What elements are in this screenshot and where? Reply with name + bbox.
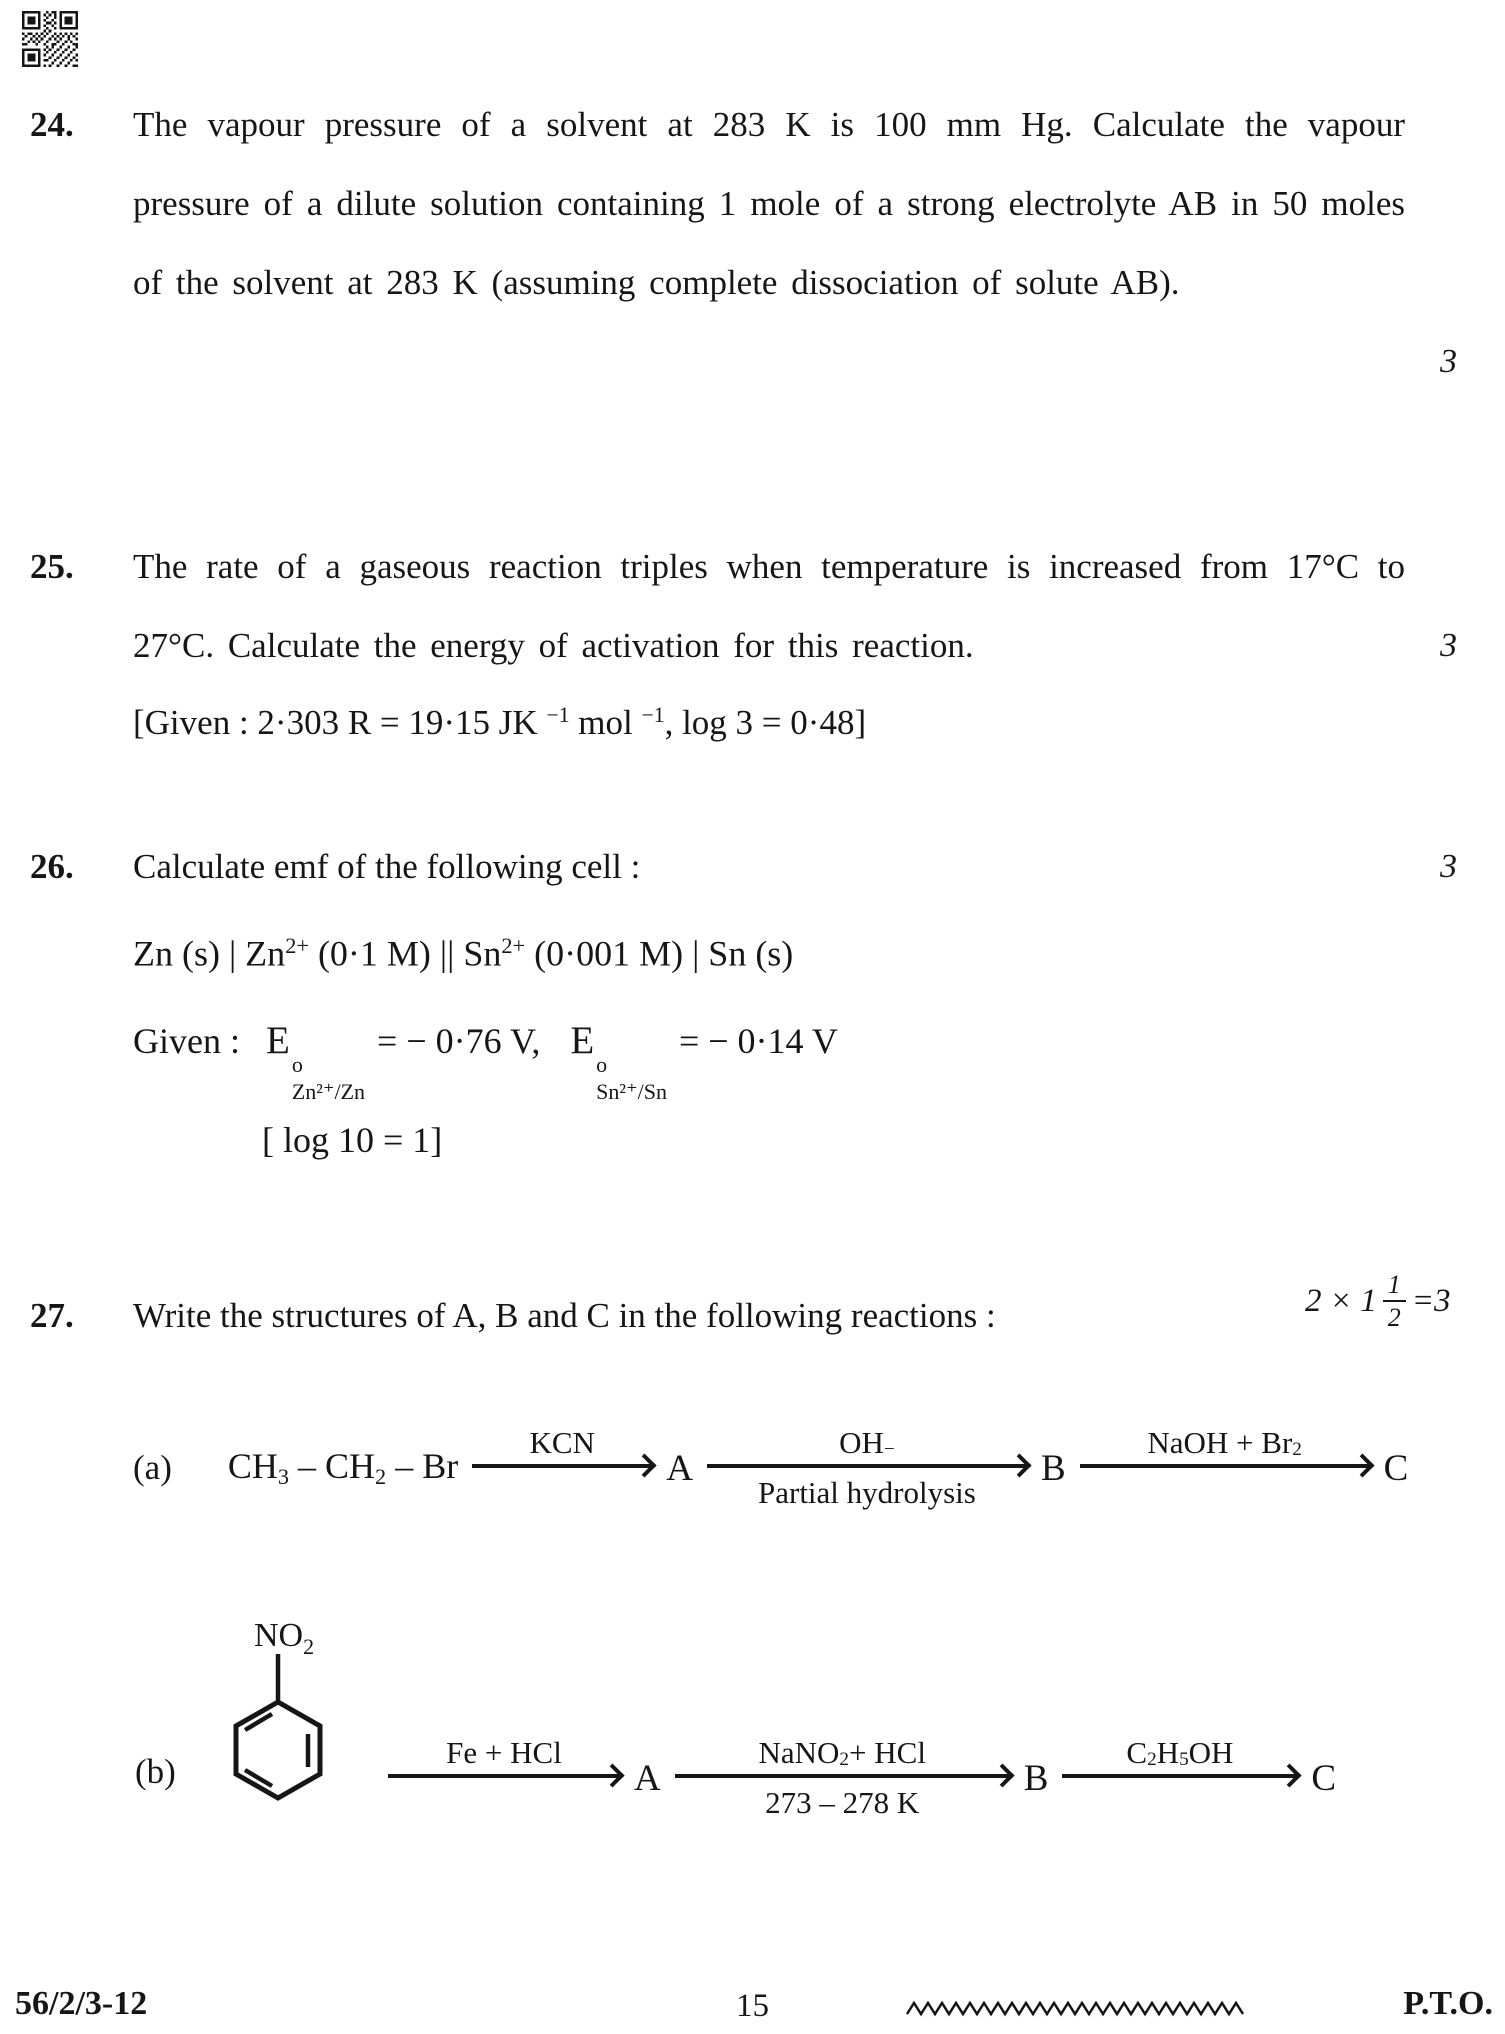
e-zn-value: = − 0·76 V, (377, 1021, 541, 1061)
question-27-marks: 2 × 1 $\frac{1}{2}$ =3 (1305, 1269, 1451, 1332)
arrow-fe-hcl-label: Fe + HCl (446, 1735, 562, 1770)
arrow-naoh-br2-label: NaOH + Br 2 (1147, 1425, 1302, 1460)
paper-code: 56/2/3-12 (15, 1985, 148, 2022)
question-25-number: 25. (30, 547, 74, 586)
arrow-oh-label: OH − (839, 1425, 895, 1460)
question-24-number: 24. (30, 105, 74, 144)
reaction-b-label: (b) (135, 1752, 176, 1791)
question-26-number: 26. (30, 847, 74, 886)
arrow-line (1062, 1774, 1297, 1778)
e-standard-sn: E o Sn²⁺/Sn (570, 1019, 667, 1104)
compound-a-label: A (634, 1757, 661, 1799)
arrow-nano2-hcl-label: NaNO 2 + HCl (758, 1735, 926, 1770)
cell-notation: Zn (s) | $Zn^{2+}$ (0·1 M) || $Sn^{2+}$ (0·001 M) | Sn (s) (133, 933, 794, 974)
q26-given-line (133, 1001, 838, 1103)
qr-code-icon (22, 8, 78, 70)
question-26-marks: 3 (1440, 848, 1457, 885)
arrow-ethanol-label: C 2 H 5 OH (1126, 1735, 1234, 1770)
reactant-ethyl-bromide: CH3 – CH2 – Br (227, 1446, 459, 1490)
arrow-line (388, 1774, 620, 1778)
arrow-ethanol (1062, 1721, 1297, 1835)
question-26-heading: Calculate emf of the following cell : (133, 847, 641, 886)
arrow-line (675, 1774, 1010, 1778)
arrow-hydrolysis-label: Partial hydrolysis (758, 1475, 976, 1510)
compound-c-label: C (1311, 1757, 1337, 1799)
arrow-line (1080, 1464, 1370, 1468)
reaction-a (133, 1414, 1408, 1522)
compound-b-label: B (1040, 1447, 1066, 1489)
arrow-hydrolysis (707, 1411, 1027, 1525)
arrow-line (707, 1464, 1027, 1468)
half-fraction: $\frac{1}{2}$ (1383, 1270, 1406, 1333)
e-standard-zn: E o Zn²⁺/Zn (265, 1019, 366, 1104)
reaction-b (388, 1724, 1336, 1832)
question-24-text: The vapour pressure of a solvent at 283 K is 100 mm Hg. Calculate the vapour pressure of a dilute solution containing 1 mole of a strong electrolyte AB in 50 moles of the solvent at 283 K (assuming complete dissociation of solute AB). (133, 105, 1405, 302)
nitrobenzene-structure (232, 1610, 332, 1802)
question-25-given: [Given : 2·303 R = 19·15 JK $^{-1}$ mol $^{-1}$, log 3 = 0·48] (133, 702, 867, 742)
reaction-a-label: (a) (133, 1448, 172, 1487)
given-label: Given : (133, 1021, 240, 1061)
compound-b-label: B (1023, 1757, 1049, 1799)
arrow-kcn (472, 1411, 652, 1525)
pto-label: P.T.O. (1403, 1985, 1493, 2022)
question-25-marks: 3 (1440, 627, 1457, 664)
squiggle-line (905, 1998, 1250, 2018)
compound-a-label: A (666, 1447, 693, 1489)
question-27-number: 27. (30, 1296, 74, 1335)
question-24-marks: 3 (1440, 343, 1457, 380)
arrow-temp-label: 273 – 278 K (765, 1785, 920, 1820)
page-number: 15 (736, 1988, 769, 2024)
log-note: [ log 10 = 1] (262, 1120, 443, 1160)
arrow-kcn-label: KCN (529, 1425, 595, 1460)
arrow-line (472, 1464, 652, 1468)
arrow-fe-hcl (388, 1721, 620, 1835)
no2-label: $NO_2$ (254, 1617, 315, 1659)
question-25-text: The rate of a gaseous reaction triples when temperature is increased from 17°C to 27°C. Calculate the energy of activation for this reaction. (133, 547, 1405, 665)
compound-c-label: C (1383, 1447, 1409, 1489)
arrow-nano2-hcl (675, 1721, 1010, 1835)
e-sn-value: = − 0·14 V (678, 1021, 838, 1061)
arrow-naoh-br2 (1080, 1411, 1370, 1525)
question-27-heading: Write the structures of A, B and C in the following reactions : (133, 1296, 996, 1335)
